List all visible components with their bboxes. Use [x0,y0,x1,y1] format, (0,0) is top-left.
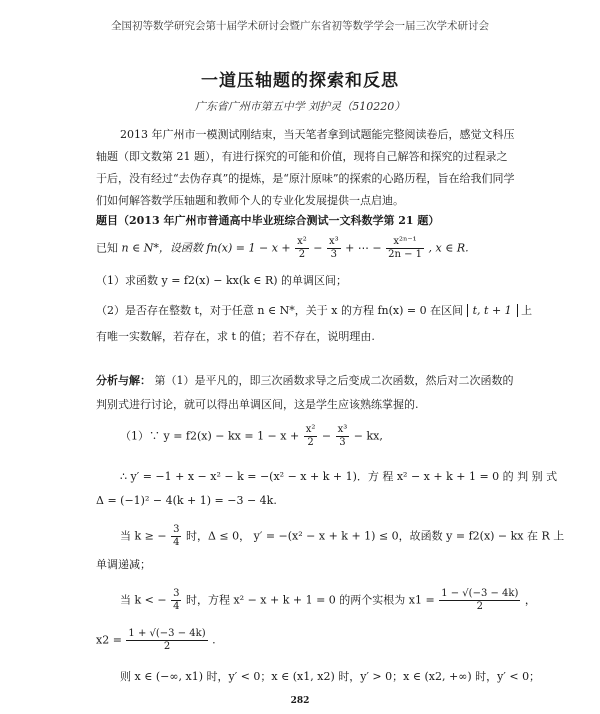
solution-step-1 [120,424,383,449]
frac-x2-over-2 [295,236,309,261]
page-number: 282 [290,696,310,706]
question-1: （1）求函数 y = f2(x) − kx(k ∈ R) 的单调区间； [96,274,348,287]
intro-paragraph [96,124,516,212]
analysis-line-1 [96,372,514,388]
solution-step-2: ∴ y′ = −1 + x − x² − k = −(x² − x + k + 1)．方 程 x² − x + k + 1 = 0 的 判 别 式 [120,470,558,483]
step1-text: （1）∵ y = f2(x) − kx = 1 − x + [120,429,300,443]
solution-step-4 [120,524,564,549]
step1-tail: − kx, [353,429,383,443]
step6-tail: ， [524,593,536,607]
step7-tail: . [212,633,216,647]
frac-root-x1 [439,588,520,613]
solution-step-6 [120,588,536,613]
frac-den: 2 [298,249,306,260]
frac-three-fourths-b [171,588,181,613]
minus-sign: − [313,241,323,255]
step4-b: 时，Δ ≤ 0， y′ = −(x² − x + k + 1) ≤ 0，故函数 y = f2(x) − kx 在 R 上 [185,529,565,543]
frac-num: x²ⁿ⁻¹ [386,236,424,249]
frac-den: 4 [173,601,180,612]
frac-den: 2 [307,437,314,448]
question-2-line-2: 有唯一实数解，若存在，求 t 的值；若不存在，说明理由. [96,330,375,343]
q2-interval: t, t + 1 [467,304,518,317]
minus-sign: − [321,429,332,443]
frac-x3-over-3 [327,236,341,261]
analysis-line-2: 判别式进行讨论，就可以得出单调区间，这是学生应该熟练掌握的. [96,398,419,411]
frac-x2-over-2-b [304,424,318,449]
analysis-label: 分析与解： [96,374,151,387]
frac-den: 3 [330,249,338,260]
frac-num: x³ [337,424,348,435]
given-prefix: 已知 [96,241,118,255]
frac-num: 1 − √(−3 − 4k) [441,588,519,599]
frac-three-fourths [171,524,181,549]
frac-num: 1 + √(−3 − 4k) [128,628,206,639]
author-line: 广东省广州市第五中学 刘护灵（510220） [194,100,406,113]
solution-step-3: Δ = (−1)² − 4(k + 1) = −3 − 4k. [96,494,277,507]
frac-num: 3 [173,524,180,535]
frac-den: 2 [476,601,483,612]
intro-text: 2013 年广州市一模测试刚结束，当天笔者拿到试题能完整阅读卷后，感觉文科压轴题（即文数第 21 题），有进行探究的可能和价值，现将自己解答和探究的过程录之于后，没有经过“去伪存真”的提炼，是“原汁原味”的探索的心路历程，旨在给我们同学们如何解答数学压轴题和教师个人的专业化发展提供一点启迪。 [96,128,515,207]
frac-num: x² [305,424,316,435]
solution-step-5: 单调递减； [96,558,151,571]
solution-step-7 [96,628,216,653]
step6-a: 当 k < − [120,593,167,607]
domain-text: , x ∈ R. [428,241,469,255]
running-header: 全国初等数学研究会第十届学术研讨会暨广东省初等数学学会一届三次学术研讨会 [111,20,489,32]
frac-den: 2n − 1 [388,249,423,260]
question-2-line-1 [96,302,532,318]
func-lhs: fn(x) = 1 − x + [206,241,295,255]
frac-den: 2 [163,641,171,652]
step7-a: x2 = [96,633,122,647]
frac-num: x² [297,236,307,247]
solution-step-8: 则 x ∈ (−∞, x1) 时，y′ < 0；x ∈ (x1, x2) 时，y′ > 0；x ∈ (x2, +∞) 时，y′ < 0； [120,670,541,683]
problem-heading: 题目（2013 年广州市普通高中毕业班综合测试一文科数学第 21 题） [96,214,440,227]
frac-last-term [386,236,424,261]
q2-text-a: （2）是否存在整数 t，对于任意 n ∈ N*，关于 x 的方程 fn(x) = 0 在区间 [96,304,464,317]
paper-title: 一道压轴题的探索和反思 [201,71,399,91]
frac-num: x³ [329,236,339,247]
frac-x3-over-3-b [336,424,350,449]
frac-den: 3 [339,437,346,448]
analysis-text-a: 第（1）是平凡的，即三次函数求导之后变成二次函数，然后对二次函数的 [154,374,514,387]
frac-num: 3 [173,588,180,599]
step6-b: 时，方程 x² − x + k + 1 = 0 的两个实根为 x1 = [185,593,435,607]
frac-den: 4 [173,537,180,548]
q2-text-b: 上 [521,304,533,317]
terms-tail: + ⋯ − [345,241,382,255]
given-set: n ∈ N*，设函数 [121,241,203,255]
frac-root-x2 [126,628,207,653]
problem-given [96,236,469,261]
step4-a: 当 k ≥ − [120,529,167,543]
